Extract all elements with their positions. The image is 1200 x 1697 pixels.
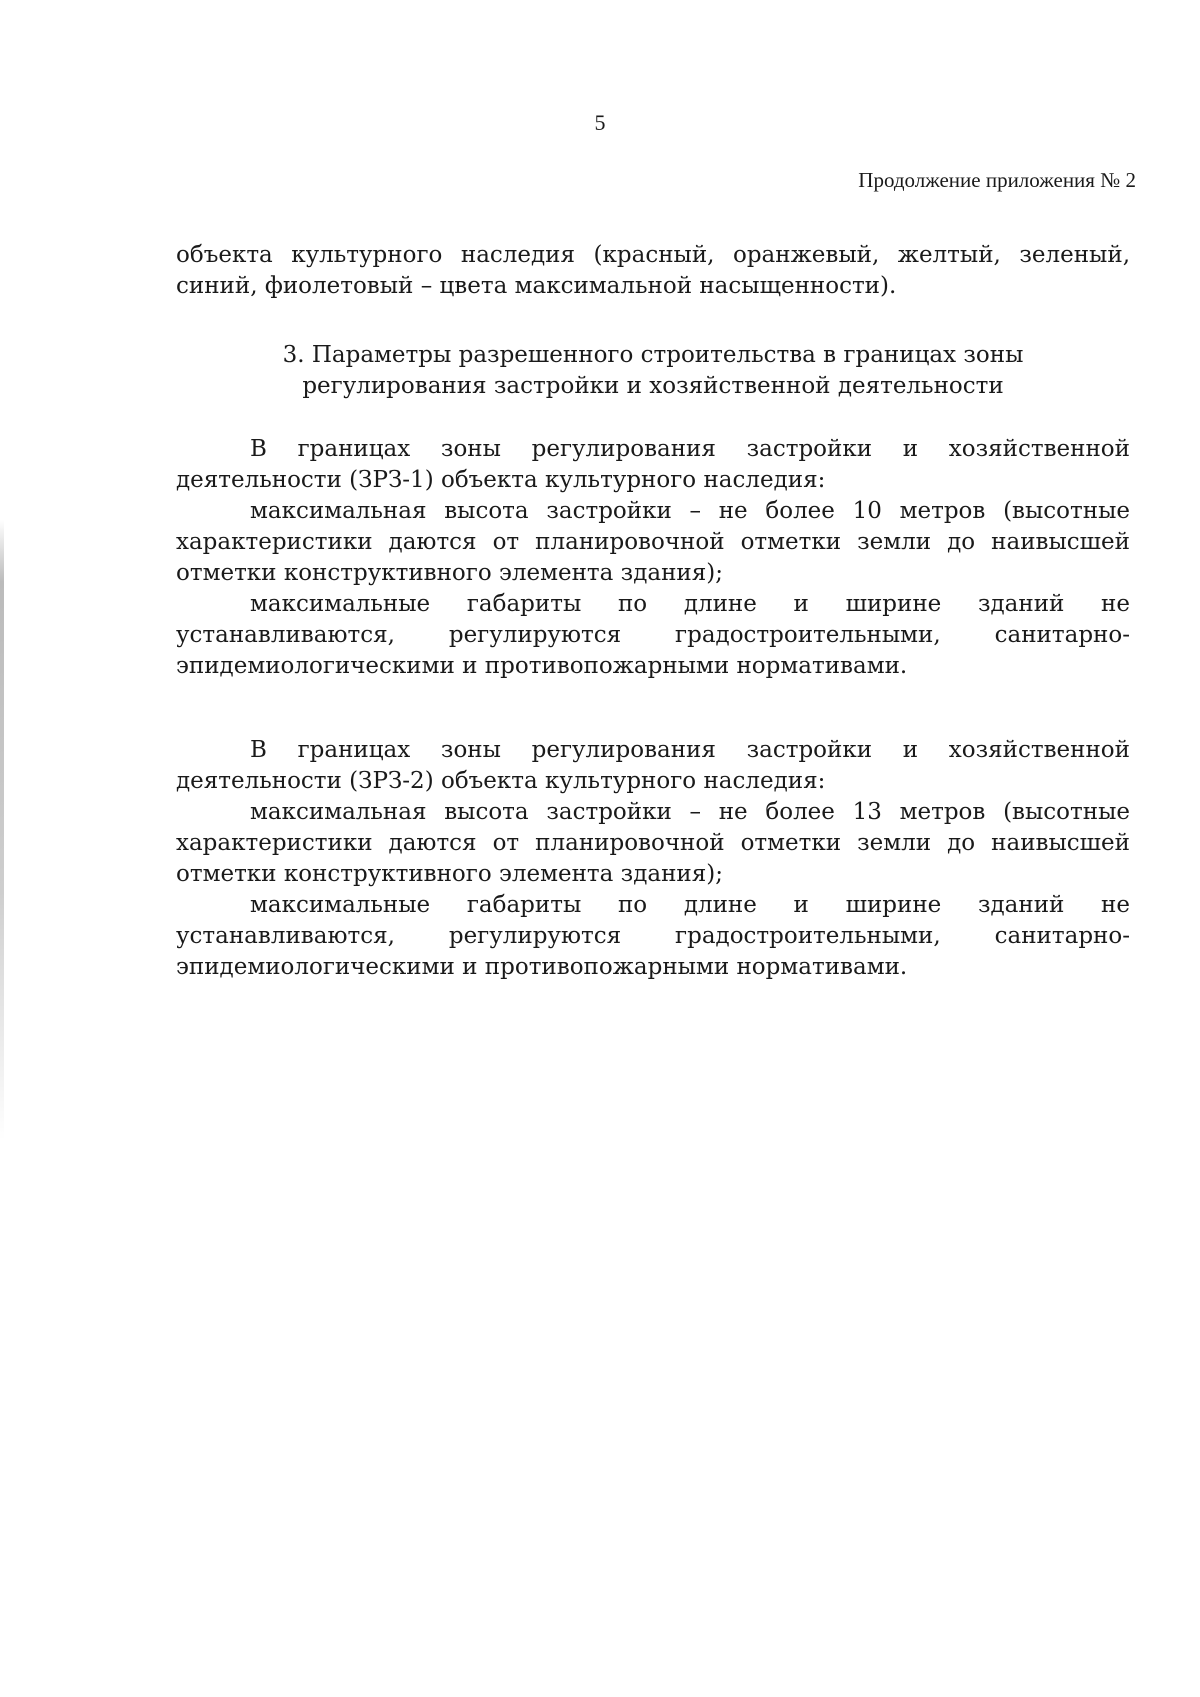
- zone-1-height-paragraph: максимальная высота застройки – не более 10 метров (высотные характеристики даются от планировочной отметки земли до наивысшей отметки конструктивного элемента здания);: [176, 498, 1130, 586]
- zone-1-block: [176, 434, 1130, 682]
- zone-1-dimensions-paragraph: максимальные габариты по длине и ширине зданий не устанавливаются, регулируются градостроительными, санитарно-эпидемиологическими и противопожарными нормативами.: [176, 591, 1130, 679]
- scan-edge-shadow: [0, 520, 4, 1140]
- zone-1-lead-paragraph: В границах зоны регулирования застройки и хозяйственной деятельности (ЗРЗ-1) объекта культурного наследия:: [176, 436, 1130, 493]
- page-number: 5: [594, 110, 606, 135]
- section-title-line-2: регулирования застройки и хозяйственной деятельности: [302, 373, 1004, 399]
- appendix-continuation-note: Продолжение приложения № 2: [858, 168, 1136, 192]
- intro-paragraph: объекта культурного наследия (красный, оранжевый, желтый, зеленый, синий, фиолетовый – цвета максимальной насыщенности).: [176, 242, 1130, 299]
- intro-paragraph-block: [176, 240, 1130, 302]
- zone-2-lead-paragraph: В границах зоны регулирования застройки и хозяйственной деятельности (ЗРЗ-2) объекта культурного наследия:: [176, 737, 1130, 794]
- zone-2-dimensions-paragraph: максимальные габариты по длине и ширине зданий не устанавливаются, регулируются градостроительными, санитарно-эпидемиологическими и противопожарными нормативами.: [176, 892, 1130, 980]
- section-title-line-1: 3. Параметры разрешенного строительства в границах зоны: [282, 342, 1024, 368]
- zone-2-height-paragraph: максимальная высота застройки – не более 13 метров (высотные характеристики даются от планировочной отметки земли до наивысшей отметки конструктивного элемента здания);: [176, 799, 1130, 887]
- zone-2-block: [176, 735, 1130, 983]
- section-title: [176, 340, 1130, 402]
